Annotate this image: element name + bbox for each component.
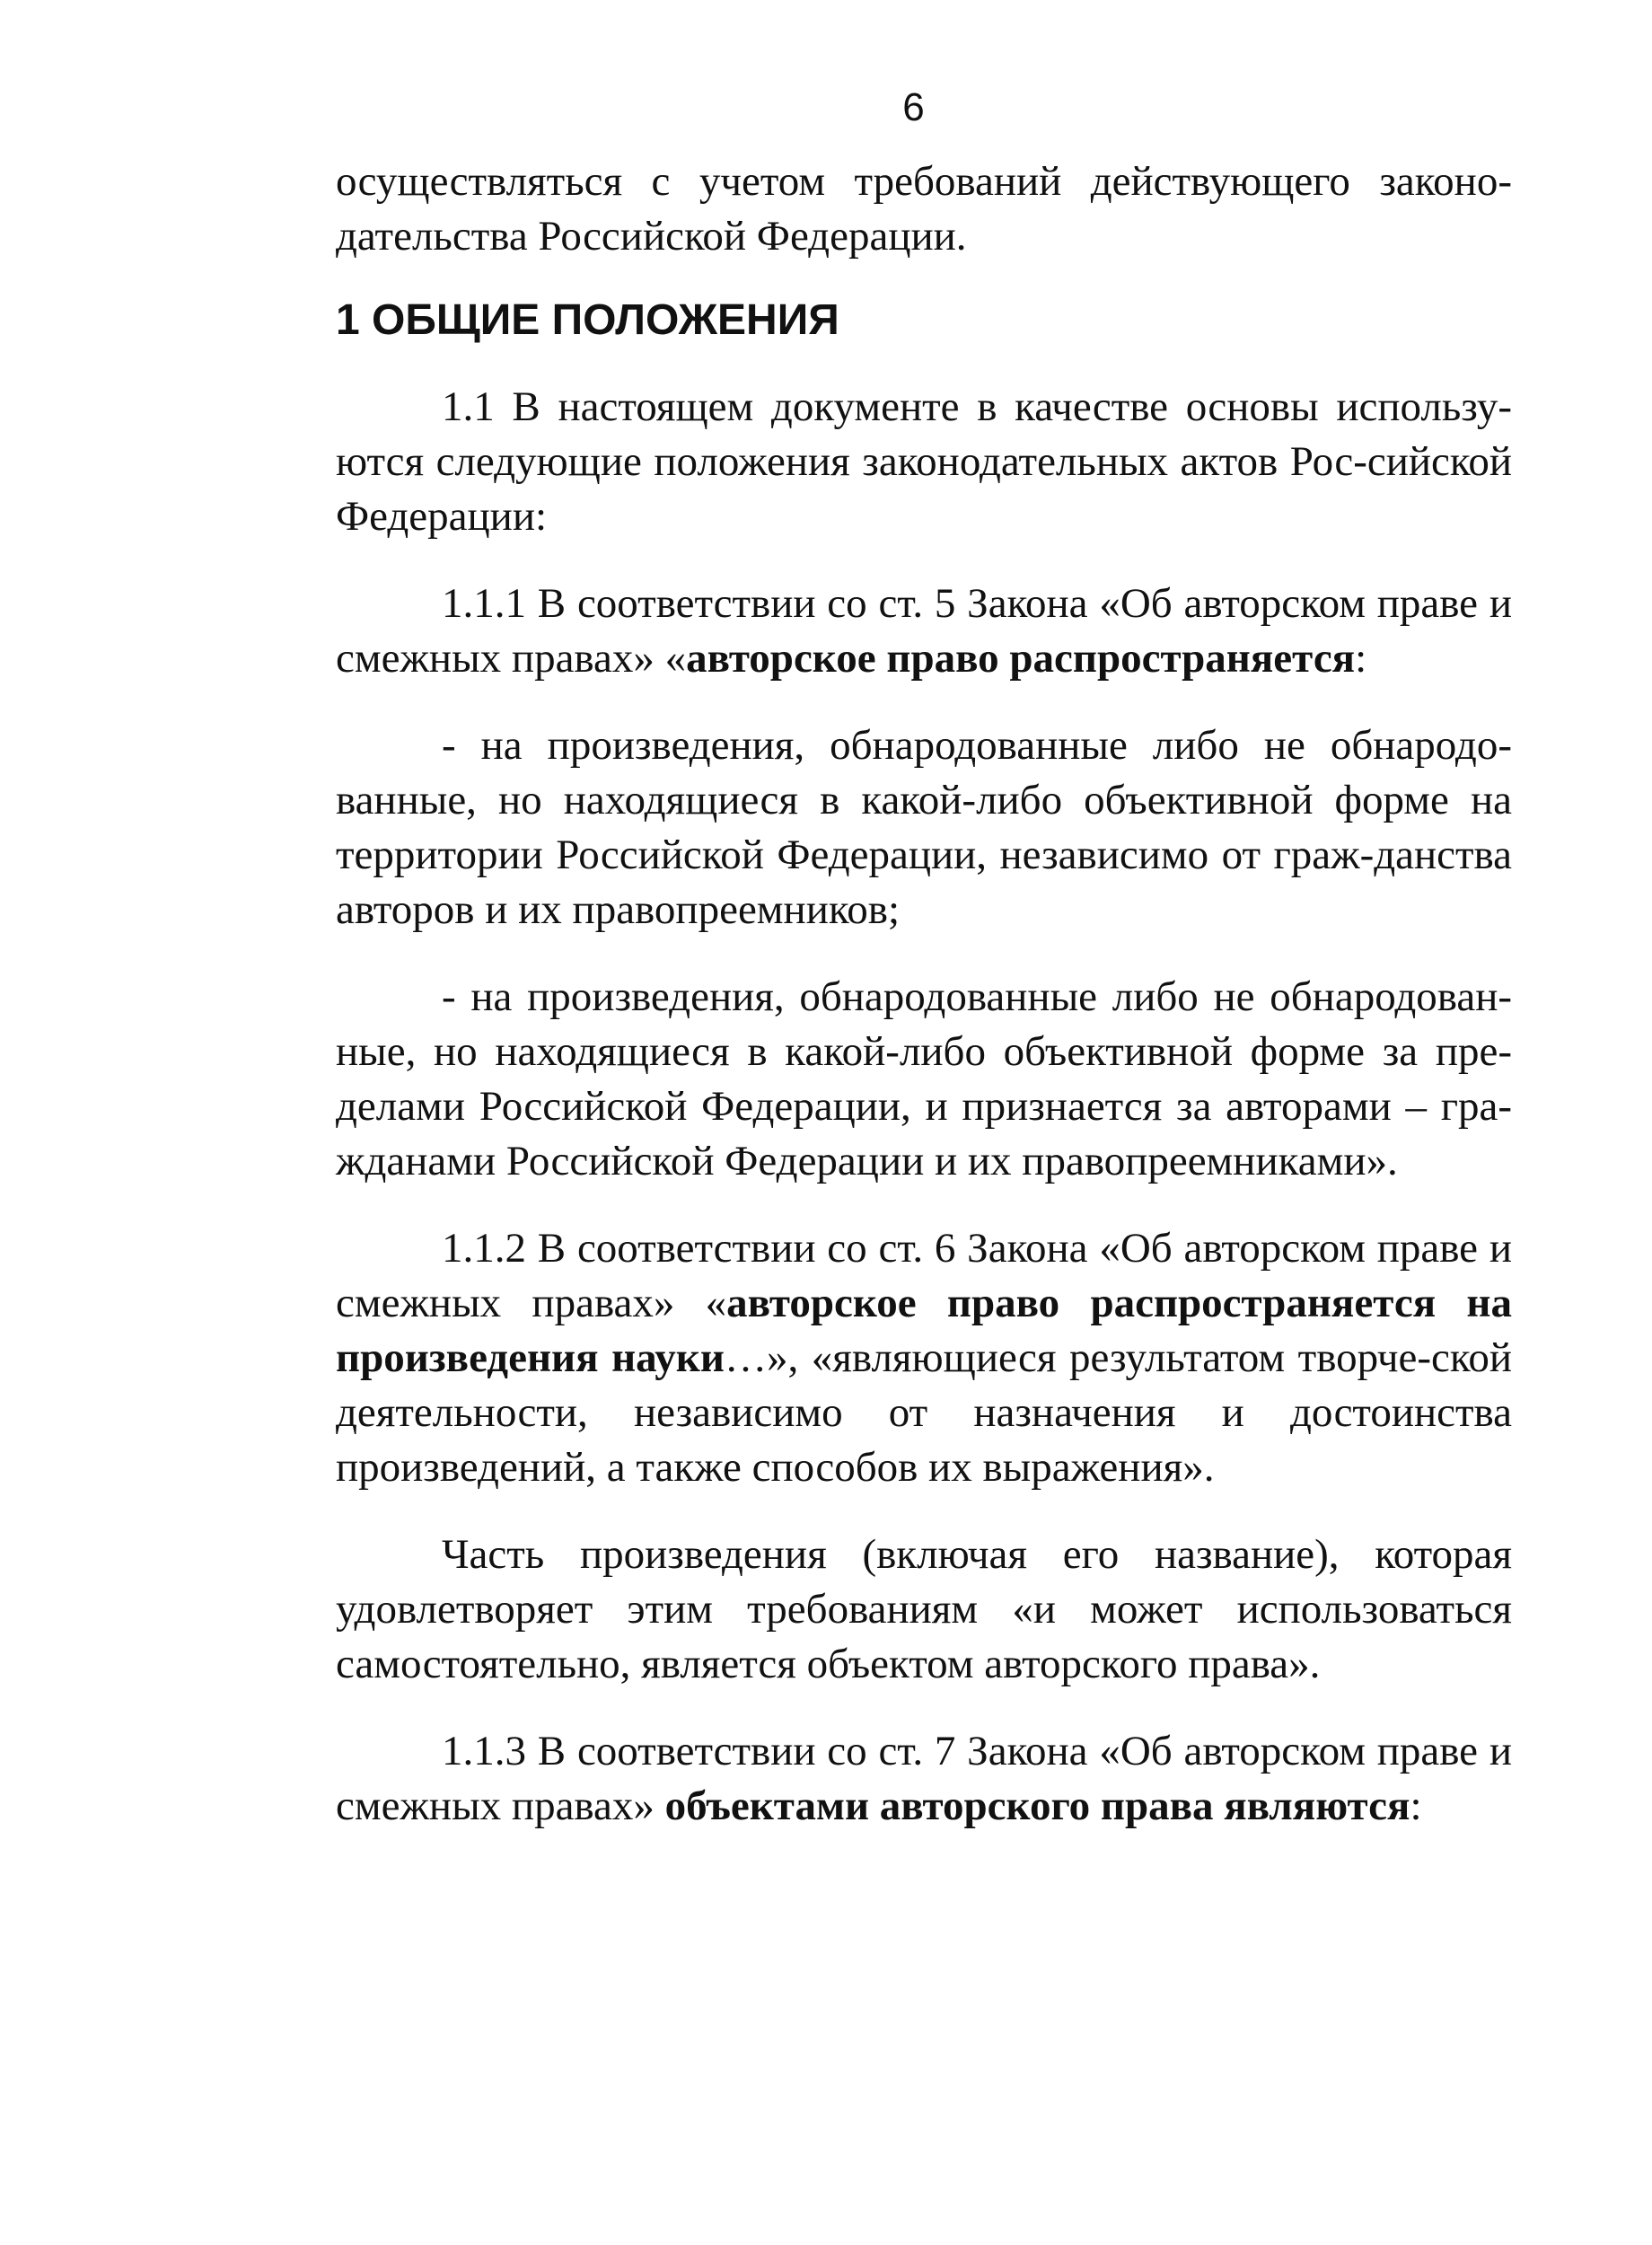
paragraph-1-1 bbox=[336, 380, 1512, 544]
paragraph-1-1-text: 1.1 В настоящем документе в качестве основы использу-ются следующие положения законодательных актов Рос-сийской Федерации: bbox=[336, 383, 1512, 540]
list-item-2-text: - на произведения, обнародованные либо не обнародован-ные, но находящиеся в какой-либо объективной форме за пре-делами Российской Федерации, и признается за авторами – гра-жданами Российской Федерации и их правопреемниками». bbox=[336, 973, 1512, 1184]
paragraph-1-1-1 bbox=[336, 577, 1512, 686]
paragraph-1-1-2-lead: 1.1.2 В соответствии со ст. 6 Закона «Об авторском праве и смежных правах» « bbox=[336, 1225, 1512, 1326]
paragraph-1-1-3-bold: объектами авторского права являются bbox=[664, 1783, 1410, 1829]
document-body bbox=[336, 154, 1512, 1834]
list-item-1-text: - на произведения, обнародованные либо не обнародо-ванные, но находящиеся в какой-либо объективной форме на территории Российской Федерации, независимо от граж-данства авторов и их правопреемников; bbox=[336, 722, 1512, 933]
paragraph-1-1-1-bold: авторское право распространяется bbox=[686, 635, 1356, 682]
paragraph-1-1-3 bbox=[336, 1724, 1512, 1834]
intro-paragraph bbox=[336, 154, 1512, 264]
paragraph-1-1-3-tail: : bbox=[1410, 1783, 1422, 1829]
intro-text: осуществляться с учетом требований действующего законо-дательства Российской Федерации. bbox=[336, 158, 1512, 260]
paragraph-1-1-2 bbox=[336, 1221, 1512, 1495]
paragraph-1-1-1-lead: 1.1.1 В соответствии со ст. 5 Закона «Об авторском праве и смежных правах» « bbox=[336, 580, 1512, 682]
paragraph-1-1-1-tail: : bbox=[1355, 635, 1367, 682]
paragraph-1-1-2-bold: авторское право распространяется на произведения науки bbox=[336, 1280, 1512, 1381]
paragraph-1-1-3-lead: 1.1.3 В соответствии со ст. 7 Закона «Об авторском праве и смежных правах» bbox=[336, 1728, 1512, 1829]
list-item-2 bbox=[336, 970, 1512, 1189]
paragraph-1-1-2-tail: …», «являющиеся результатом творче-ской деятельности, независимо от назначения и достоинства произведений, а также способов их выражения». bbox=[336, 1334, 1513, 1491]
paragraph-part-text: Часть произведения (включая его название), которая удовлетворяет этим требованиям «и может использоваться самостоятельно, является объектом авторского права». bbox=[336, 1531, 1512, 1687]
paragraph-part bbox=[336, 1527, 1512, 1692]
list-item-1 bbox=[336, 718, 1512, 938]
page-number: 6 bbox=[902, 85, 925, 129]
section-heading: 1 ОБЩИЕ ПОЛОЖЕНИЯ bbox=[336, 296, 839, 344]
